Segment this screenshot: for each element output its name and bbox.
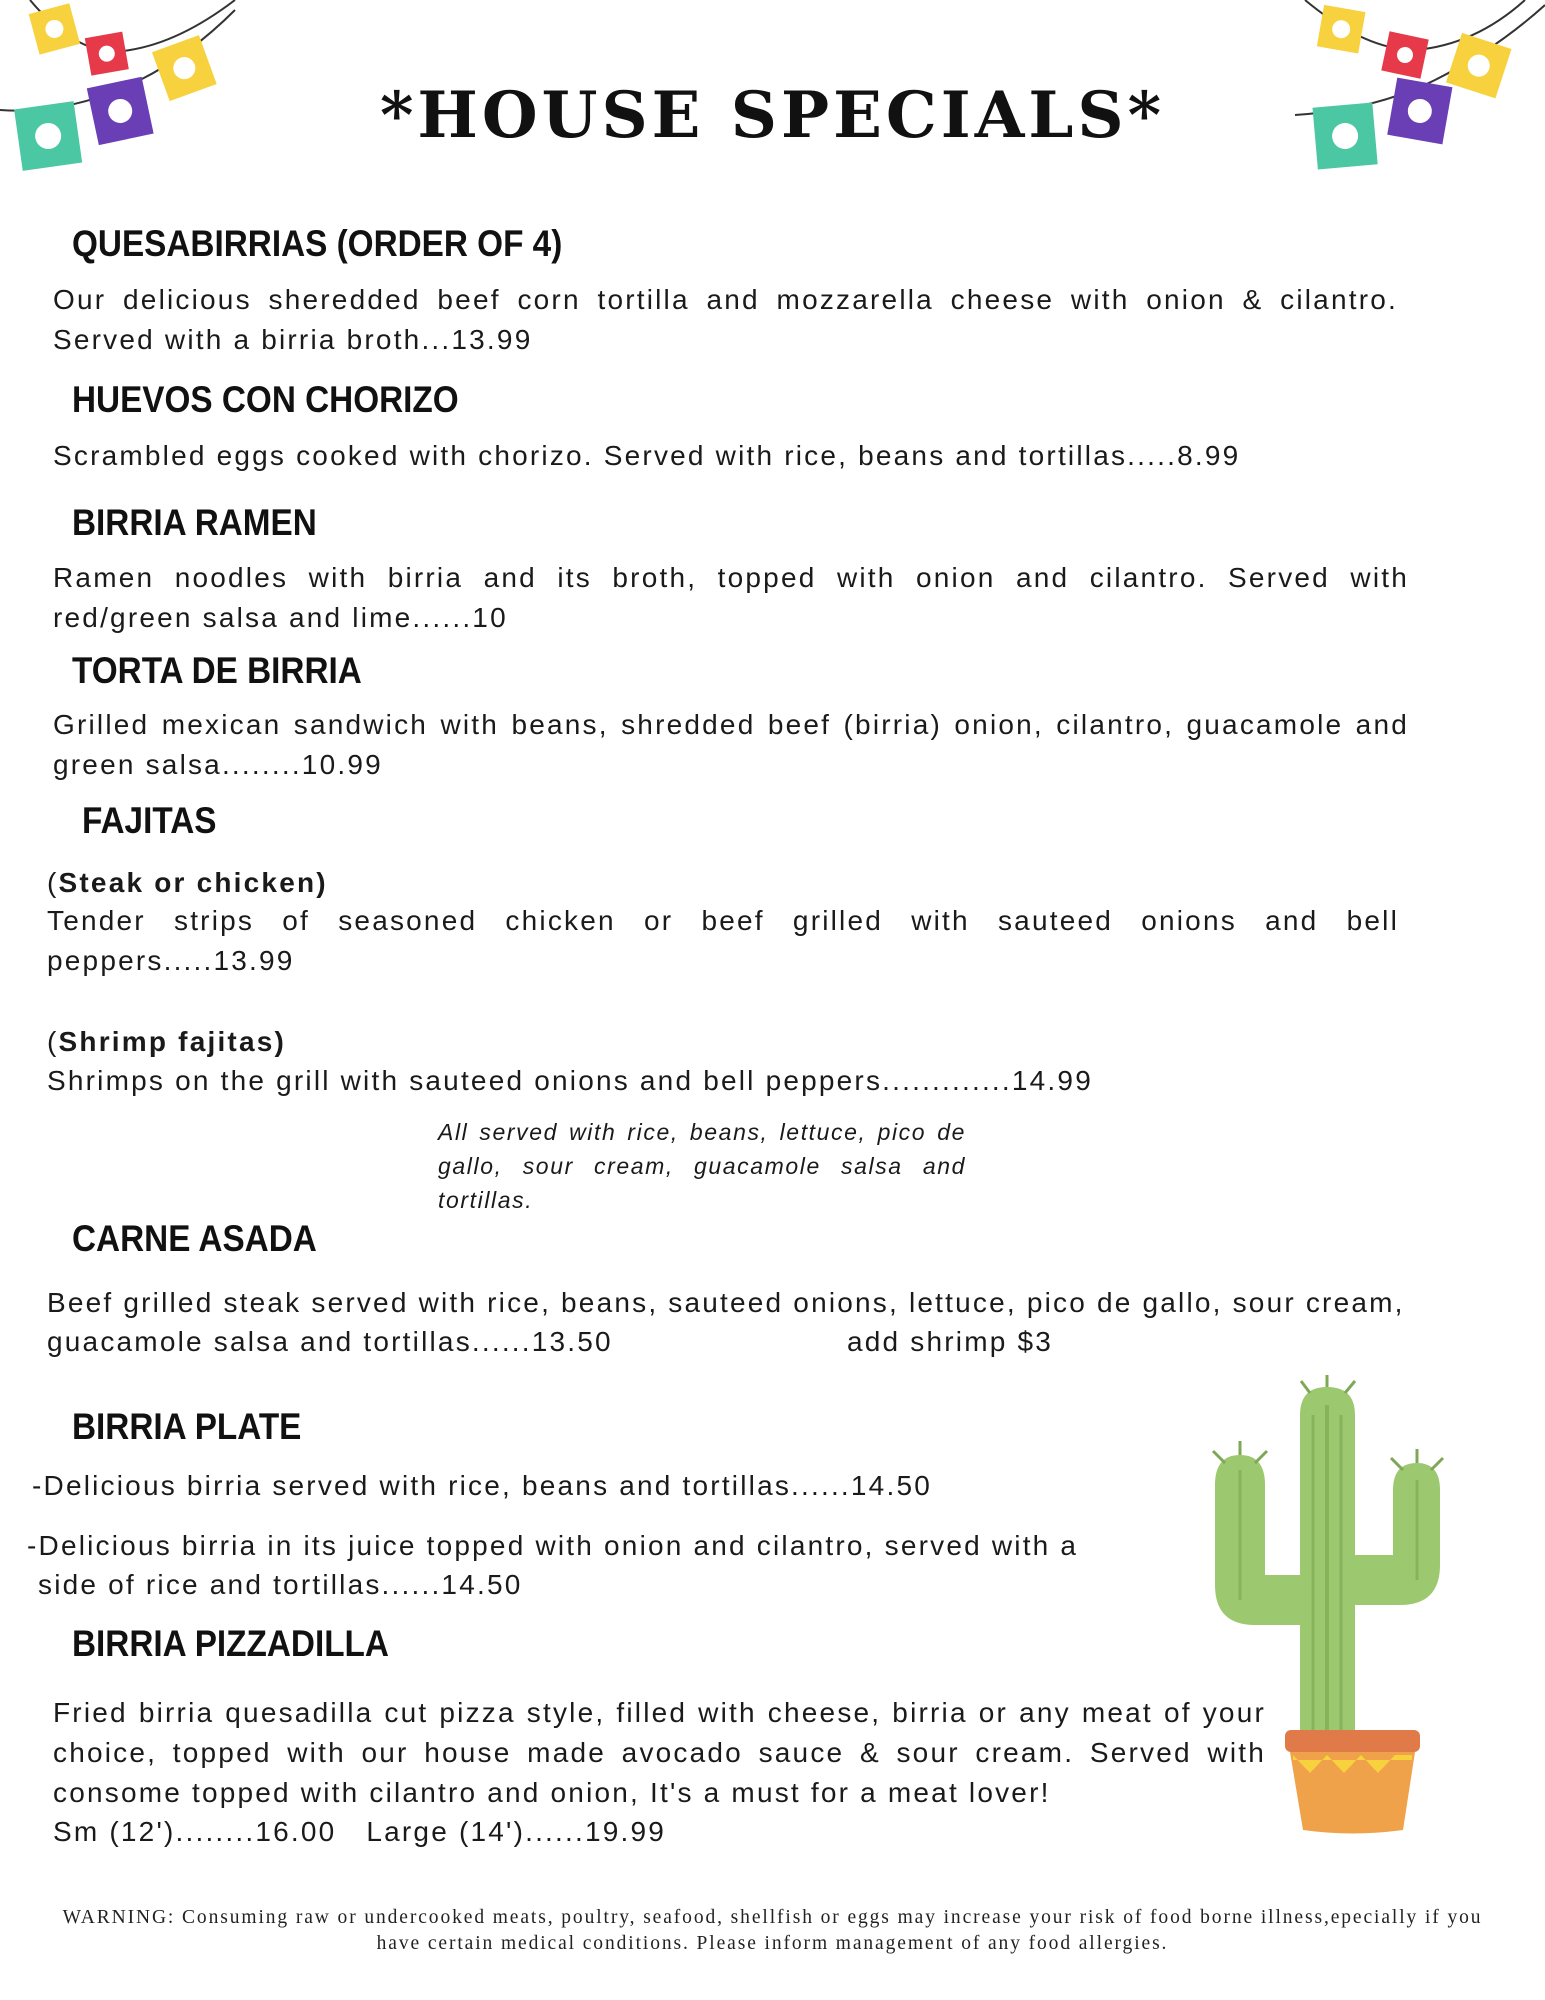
item-description: Grilled mexican sandwich with beans, shredded beef (birria) onion, cilantro, guacamole and green salsa........10.99: [53, 709, 1409, 780]
item-option: -Delicious birria in its juice topped with onion and cilantro, served with a: [27, 1530, 1079, 1561]
item-option: side of rice and tortillas......14.50: [38, 1569, 523, 1600]
item-heading: BIRRIA PIZZADILLA: [72, 1623, 389, 1664]
cactus-illustration: [1185, 1375, 1515, 1835]
item-description: Our delicious sheredded beef corn tortilla and mozzarella cheese with onion & cilantro. Served with a birria broth...13.99: [53, 284, 1398, 355]
item-description: Fried birria quesadilla cut pizza style, filled with cheese, birria or any meat of your choice, topped with our house made avocado sauce & sour cream. Served with consome topped with cilantro and onion, It's a must for a meat lover!: [53, 1697, 1266, 1808]
food-safety-warning: WARNING: Consuming raw or undercooked meats, poultry, seafood, shellfish or eggs may increase your risk of food borne illness,epecially if you have certain medical conditions. Please inform management of any food allergies.: [62, 1907, 1483, 1954]
item-heading: TORTA DE BIRRIA: [72, 650, 362, 691]
item-description: guacamole salsa and tortillas......13.50: [47, 1326, 613, 1357]
item-heading: BIRRIA PLATE: [72, 1406, 302, 1447]
item-heading: HUEVOS CON CHORIZO: [72, 379, 459, 420]
item-description: Shrimps on the grill with sauteed onions and bell peppers.............14.99: [47, 1065, 1093, 1096]
item-sizes: Sm (12')........16.00 Large (14')......19.99: [53, 1816, 667, 1847]
item-heading: BIRRIA RAMEN: [72, 502, 317, 543]
fajitas-option-label: (Steak or chicken): [47, 867, 328, 898]
item-description: Ramen noodles with birria and its broth, topped with onion and cilantro. Served with red/green salsa and lime......10: [53, 562, 1409, 633]
fajitas-option-label: (Shrimp fajitas): [47, 1026, 287, 1057]
item-description: Scrambled eggs cooked with chorizo. Served with rice, beans and tortillas.....8.99: [53, 440, 1241, 471]
item-heading: CARNE ASADA: [72, 1218, 317, 1259]
item-option: -Delicious birria served with rice, beans and tortillas......14.50: [32, 1470, 932, 1501]
add-shrimp-addon: add shrimp $3: [847, 1326, 1054, 1357]
item-heading: FAJITAS: [82, 800, 217, 841]
item-heading: QUESABIRRIAS (ORDER OF 4): [72, 223, 563, 264]
item-description: Tender strips of seasoned chicken or beef grilled with sauteed onions and bell peppers.....13.99: [47, 905, 1399, 976]
fajitas-note: All served with rice, beans, lettuce, pico de gallo, sour cream, guacamole salsa and tortillas.: [438, 1119, 966, 1213]
item-description: Beef grilled steak served with rice, beans, sauteed onions, lettuce, pico de gallo, sour cream,: [47, 1287, 1405, 1318]
page-title: *HOUSE SPECIALS*: [379, 78, 1166, 153]
